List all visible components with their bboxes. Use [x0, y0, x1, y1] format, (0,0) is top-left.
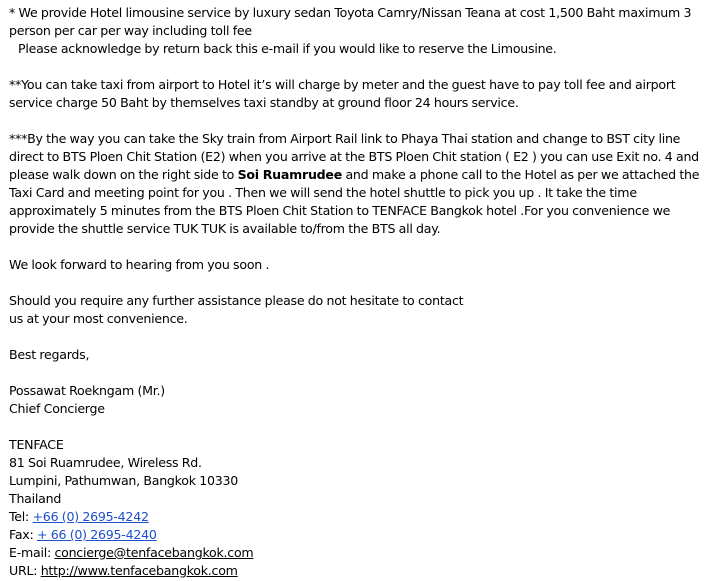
paragraph-gap — [9, 364, 703, 382]
skytrain-paragraph — [9, 130, 703, 238]
paragraph-gap — [9, 418, 703, 436]
hotel-name: TENFACE — [9, 437, 64, 452]
address-line-2: Lumpini, Pathumwan, Bangkok 10330 — [9, 473, 239, 488]
tel-line — [9, 508, 703, 526]
best-regards: Best regards, — [9, 347, 90, 362]
tel-link[interactable]: +66 (0) 2695-4242 — [32, 509, 149, 524]
signature-name: Possawat Roekngam (Mr.) — [9, 383, 165, 398]
address-country: Thailand — [9, 491, 62, 506]
tel-label: Tel: — [9, 509, 33, 524]
fax-line — [9, 526, 703, 544]
email-line — [9, 544, 703, 562]
limousine-acknowledge-line: Please acknowledge by return back this e-mail if you would like to reserve the Limousine. — [18, 41, 557, 56]
email-link[interactable]: concierge@tenfacebangkok.com — [54, 545, 254, 560]
url-line — [9, 562, 703, 580]
signature-title: Chief Concierge — [9, 401, 105, 416]
paragraph-gap — [9, 112, 703, 130]
assistance-line-2: us at your most convenience. — [9, 311, 188, 326]
paragraph-gap — [9, 58, 703, 76]
paragraph-gap — [9, 274, 703, 292]
address-line-1: 81 Soi Ruamrudee, Wireless Rd. — [9, 455, 202, 470]
taxi-paragraph: **You can take taxi from airport to Hotel it’s will charge by meter and the guest have to pay toll fee and airport service charge 50 Baht by themselves taxi standby at ground floor 24 hours service. — [9, 77, 676, 110]
skytrain-text-end: and make a phone call to the Hotel as per we attached the Taxi Card and meeting point for you . Then we will send the hotel shuttle to pick you up . It take the time approximately 5 minutes from the BTS Ploen Chit Station to TENFACE Bangkok hotel .For you convenience we provide the shuttle service TUK TUK is available to/from the BTS all day. — [9, 167, 700, 236]
limousine-paragraph: * We provide Hotel limousine service by luxury sedan Toyota Camry/Nissan Teana at cost 1,500 Baht maximum 3 person per car per way including toll fee — [9, 5, 692, 38]
look-forward-line: We look forward to hearing from you soon . — [9, 257, 270, 272]
assistance-line-1: Should you require any further assistance please do not hesitate to contact — [9, 293, 464, 308]
paragraph-gap — [9, 328, 703, 346]
email-body — [9, 4, 703, 580]
email-label: E-mail: — [9, 545, 55, 560]
fax-link[interactable]: + 66 (0) 2695-4240 — [36, 527, 157, 542]
skytrain-text-start: ***By the way you can take the Sky train from Airport Rail link to Phaya Thai station and change to BST city line direct to BTS Ploen Chit Station (E2) when you arrive at the BTS Ploen Chit station ( E2 ) you can use Exit no. 4 and please walk down on the right side to — [9, 131, 699, 182]
paragraph-gap — [9, 238, 703, 256]
url-label: URL: — [9, 563, 41, 578]
soi-ruamrudee-bold: Soi Ruamrudee — [237, 167, 343, 182]
website-link[interactable]: http://www.tenfacebangkok.com — [40, 563, 238, 578]
fax-label: Fax: — [9, 527, 37, 542]
